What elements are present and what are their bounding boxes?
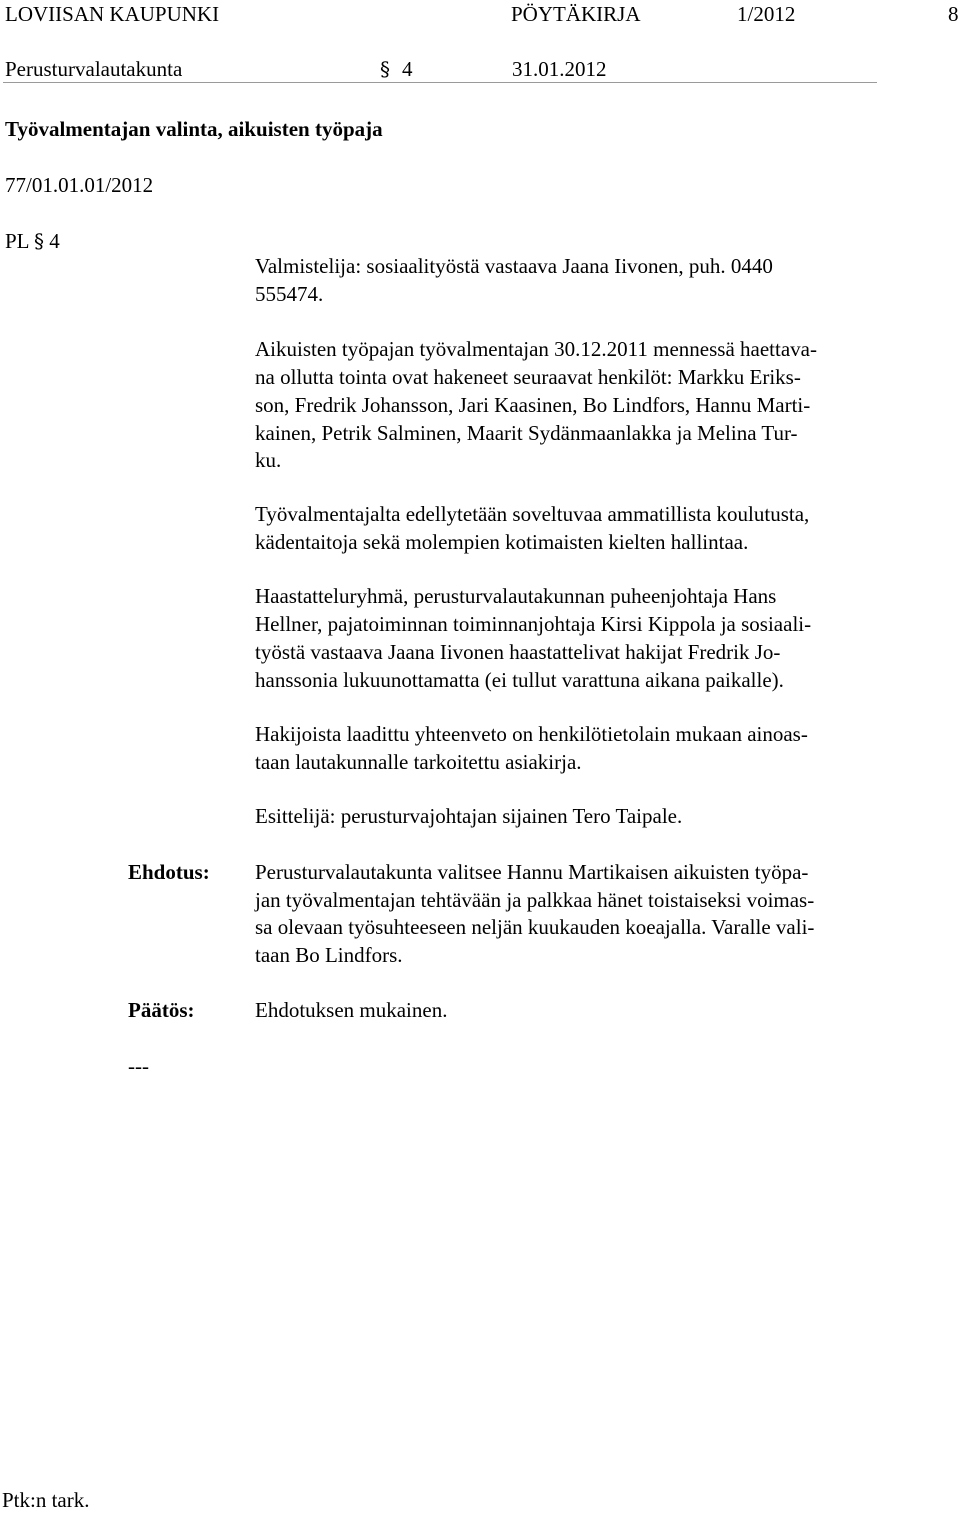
requirements-line-2: kädentaitoja sekä molempien kotimaisten kielten hallintaa. xyxy=(255,530,749,554)
applicants-line-5: ku. xyxy=(255,448,282,472)
interview-line-4: hanssonia lukuunottamatta (ei tullut varattuna aikana paikalle). xyxy=(255,668,784,692)
decision-label: Päätös: xyxy=(128,998,195,1022)
summary-line-1: Hakijoista laadittu yhteenveto on henkilötietolain mukaan ainoas- xyxy=(255,722,808,746)
section-label-number: 4 xyxy=(49,229,60,253)
applicants-line-4: kainen, Petrik Salminen, Maarit Sydänmaanlakka ja Melina Tur- xyxy=(255,421,798,445)
board-name: Perusturvalautakunta xyxy=(5,57,183,81)
proposal-label: Ehdotus: xyxy=(128,860,210,884)
interview-line-2: Hellner, pajatoiminnan toiminnanjohtaja Kirsi Kippola ja sosiaali- xyxy=(255,612,812,636)
applicants-line-3: son, Fredrik Johansson, Jari Kaasinen, Bo Lindfors, Hannu Marti- xyxy=(255,393,811,417)
summary-line-2: taan lautakunnalle tarkoitettu asiakirja. xyxy=(255,750,582,774)
document-number: 1/2012 xyxy=(737,2,796,26)
decision-text: Ehdotuksen mukainen. xyxy=(255,998,448,1022)
section-label xyxy=(5,227,60,255)
section-label-prefix: PL xyxy=(5,229,29,253)
proposal-line-4: taan Bo Lindfors. xyxy=(255,943,403,967)
footer-checker-label: Ptk:n tark. xyxy=(2,1488,90,1512)
applicants-line-1: Aikuisten työpajan työvalmentajan 30.12.2011 mennessä haettava- xyxy=(255,337,817,361)
proposal-line-3: sa olevaan työsuhteeseen neljän kuukauden koeajalla. Varalle vali- xyxy=(255,915,815,939)
document-title: Työvalmentajan valinta, aikuisten työpaja xyxy=(5,117,383,141)
document-type: PÖYTÄKIRJA xyxy=(511,2,641,26)
applicants-line-2: na ollutta tointa ovat hakeneet seuraavat henkilöt: Markku Eriks- xyxy=(255,365,801,389)
page-number: 8 xyxy=(948,2,959,26)
proposal-line-1: Perusturvalautakunta valitsee Hannu Martikaisen aikuisten työpa- xyxy=(255,860,809,884)
header-divider xyxy=(3,82,877,83)
presenter-line: Esittelijä: perusturvajohtajan sijainen Tero Taipale. xyxy=(255,804,683,828)
interview-line-3: työstä vastaava Jaana Iivonen haastattelivat hakijat Fredrik Jo- xyxy=(255,640,781,664)
section-label-symbol: § xyxy=(33,229,44,253)
section-symbol: § xyxy=(380,57,390,81)
organization-name: LOVIISAN KAUPUNKI xyxy=(5,2,220,26)
meeting-date: 31.01.2012 xyxy=(512,57,607,81)
reference-number: 77/01.01.01/2012 xyxy=(5,173,154,197)
preparer-line-1: Valmistelija: sosiaalityöstä vastaava Jaana Iivonen, puh. 0440 xyxy=(255,254,773,278)
interview-line-1: Haastatteluryhmä, perusturvalautakunnan puheenjohtaja Hans xyxy=(255,584,777,608)
preparer-line-2: 555474. xyxy=(255,282,324,306)
separator: --- xyxy=(128,1054,149,1078)
requirements-line-1: Työvalmentajalta edellytetään soveltuvaa ammatillista koulutusta, xyxy=(255,502,810,526)
proposal-line-2: jan työvalmentajan tehtävään ja palkkaa hänet toistaiseksi voimas- xyxy=(255,888,815,912)
section-number: 4 xyxy=(402,57,413,81)
